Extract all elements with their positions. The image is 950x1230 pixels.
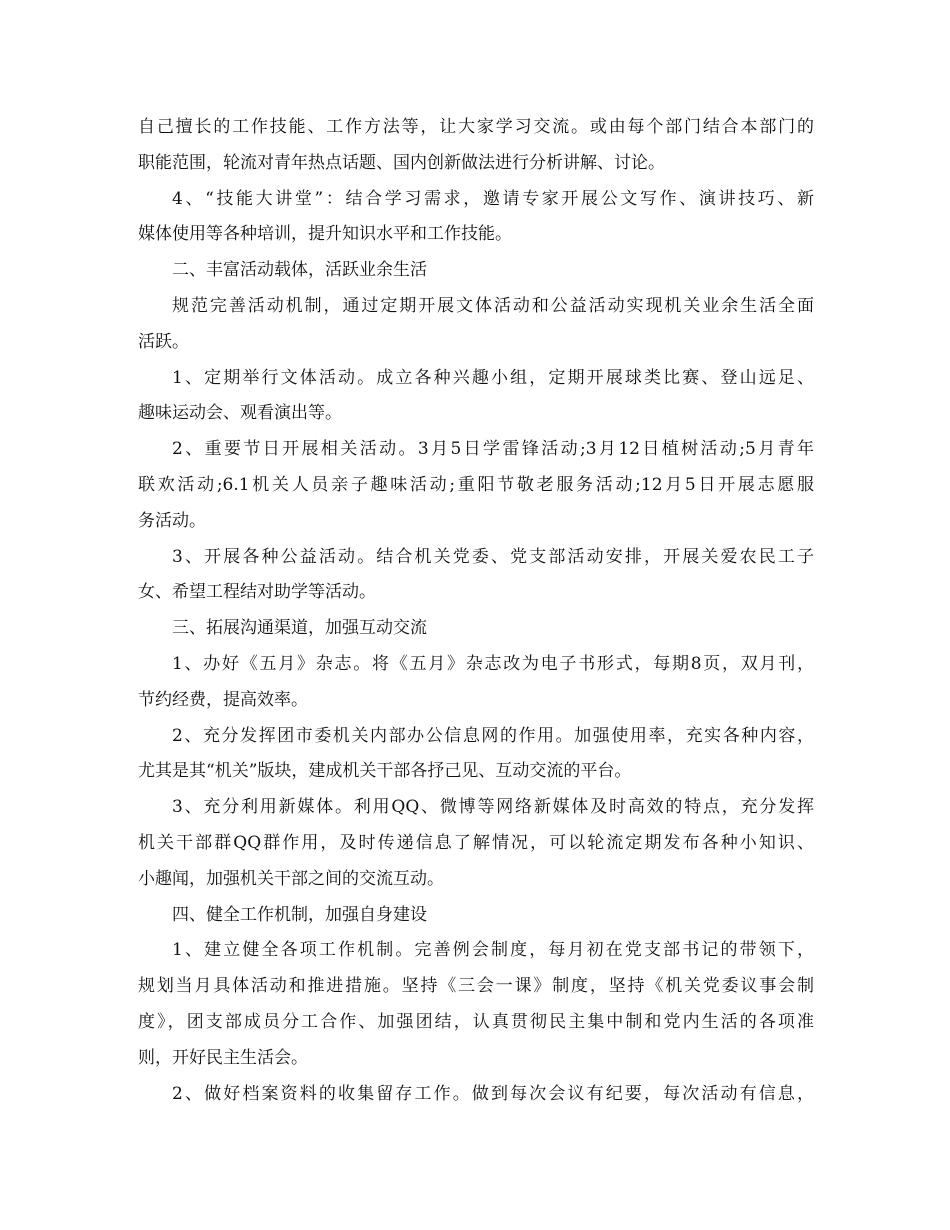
text-line: 1、办好《五月》杂志。将《五月》杂志改为电子书形式，每期8页，双月刊， xyxy=(172,653,814,674)
text-line: 1、建立健全各项工作机制。完善例会制度，每月初在党支部书记的带领下， xyxy=(172,940,814,961)
text-line: 活跃。 xyxy=(138,331,189,352)
text-line: 规范完善活动机制，通过定期开展文体活动和公益活动实现机关业余生活全面 xyxy=(172,295,814,316)
section-heading: 二、丰富活动载体，活跃业余生活 xyxy=(172,260,427,281)
text-line: 度》，团支部成员分工合作、加强团结，认真贯彻民主集中制和党内生活的各项准 xyxy=(138,1011,814,1032)
text-line: 尤其是其“机关”版块，建成机关干部各抒己见、互动交流的平台。 xyxy=(138,761,632,782)
text-line: 3、充分利用新媒体。利用QQ、微博等网络新媒体及时高效的特点，充分发挥 xyxy=(172,797,814,818)
text-line: 节约经费，提高效率。 xyxy=(138,689,308,710)
text-line: 规划当月具体活动和推进措施。坚持《三会一课》制度，坚持《机关党委议事会制 xyxy=(138,976,814,997)
text-line: 职能范围，轮流对青年热点话题、国内创新做法进行分析讲解、讨论。 xyxy=(138,152,665,173)
text-line: 联欢活动;6.1机关人员亲子趣味活动;重阳节敬老服务活动;12月5日开展志愿服 xyxy=(138,474,814,495)
text-line: 2、重要节日开展相关活动。3月5日学雷锋活动;3月12日植树活动;5月青年 xyxy=(172,439,814,460)
text-line: 4、“技能大讲堂”：结合学习需求，邀请专家开展公文写作、演讲技巧、新 xyxy=(172,188,814,209)
document-body xyxy=(138,110,814,1112)
text-line: 务活动。 xyxy=(138,510,206,531)
text-line: 女、希望工程结对助学等活动。 xyxy=(138,582,376,603)
text-line: 自己擅长的工作技能、工作方法等，让大家学习交流。或由每个部门结合本部门的 xyxy=(138,117,814,137)
section-heading: 三、拓展沟通渠道，加强互动交流 xyxy=(172,618,427,639)
text-line: 3、开展各种公益活动。结合机关党委、党支部活动安排，开展关爱农民工子 xyxy=(172,546,814,567)
text-line: 趣味运动会、观看演出等。 xyxy=(138,403,342,424)
section-heading: 四、健全工作机制，加强自身建设 xyxy=(172,904,427,925)
text-line: 1、定期举行文体活动。成立各种兴趣小组，定期开展球类比赛、登山远足、 xyxy=(172,367,814,388)
text-line: 则，开好民主生活会。 xyxy=(138,1047,308,1068)
text-line: 媒体使用等各种培训，提升知识水平和工作技能。 xyxy=(138,224,512,245)
text-line: 2、做好档案资料的收集留存工作。做到每次会议有纪要，每次活动有信息， xyxy=(172,1083,814,1104)
text-line: 2、充分发挥团市委机关内部办公信息网的作用。加强使用率，充实各种内容， xyxy=(172,725,814,746)
text-line: 小趣闻，加强机关干部之间的交流互动。 xyxy=(138,868,444,889)
text-line: 机关干部群QQ群作用，及时传递信息了解情况，可以轮流定期发布各种小知识、 xyxy=(138,832,814,853)
